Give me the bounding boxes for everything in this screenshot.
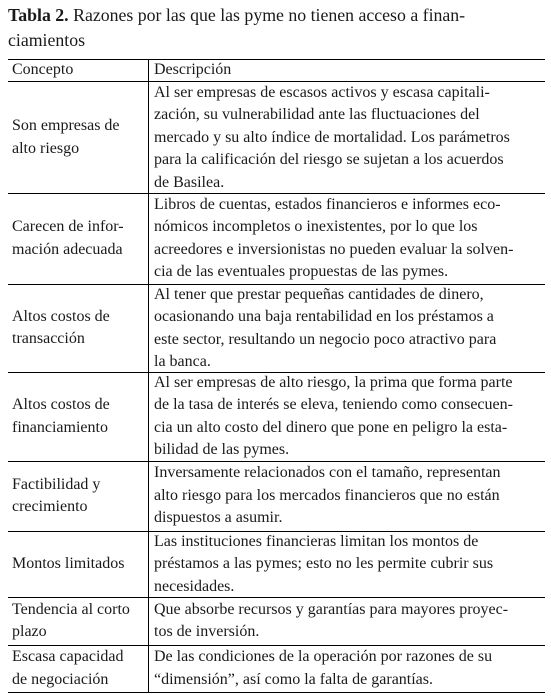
table-title-label: Tabla 2.	[8, 5, 69, 25]
descripcion-line: bilidad de las pymes.	[154, 441, 290, 459]
descripcion-line: la banca.	[154, 353, 211, 371]
row-rule	[8, 692, 545, 693]
concepto-line: Altos costos de	[12, 396, 110, 414]
row-concepto	[12, 599, 146, 644]
row-descripcion	[154, 284, 542, 374]
concepto-line: Factibilidad y	[12, 475, 101, 493]
descripcion-line: nómicos incompletos o inexistentes, por lo que los	[154, 218, 478, 236]
row-descripcion	[154, 82, 542, 194]
row-concepto	[12, 394, 146, 439]
concepto-line: transacción	[12, 330, 85, 347]
row-descripcion	[154, 194, 542, 284]
descripcion-line: zación, su vulnerabilidad ante las fluctuaciones del	[154, 106, 480, 124]
concepto-line: Escasa capacidad	[12, 648, 124, 666]
descripcion-line: necesidades.	[154, 577, 235, 595]
descripcion-line: mercado y su alto índice de mortalidad. Los parámetros	[154, 128, 510, 146]
descripcion-line: De las condiciones de la operación por razones de su	[154, 648, 493, 666]
concepto-line: de negociación	[12, 670, 109, 688]
descripcion-line: cia de las eventuales propuestas de las pymes.	[154, 262, 449, 280]
concepto-line: mación adecuada	[12, 240, 123, 258]
concepto-line: Son empresas de	[12, 117, 120, 135]
row-concepto	[12, 474, 146, 519]
descripcion-line: ocasionando una baja rentabilidad en los préstamos a	[154, 308, 494, 326]
descripcion-line: préstamos a las pymes; esto no les permite cubrir sus	[154, 555, 494, 573]
row-concepto	[12, 553, 146, 575]
descripcion-line: de Basilea.	[154, 173, 225, 191]
concepto-line: Carecen de infor-	[12, 218, 124, 236]
concepto-line: Altos costos de	[12, 307, 110, 325]
header-descripcion: Descripción	[154, 61, 232, 78]
descripcion-line: este sector, resultando un negocio poco atractivo para	[154, 330, 497, 348]
row-concepto	[12, 306, 146, 351]
row-descripcion	[154, 599, 542, 644]
descripcion-line: Al ser empresas de alto riesgo, la prima que forma parte	[154, 374, 513, 391]
row-concepto	[12, 646, 146, 691]
descripcion-line: Al tener que prestar pequeñas cantidades de dinero,	[154, 286, 484, 303]
concepto-line: financiamiento	[12, 418, 108, 436]
descripcion-line: Al ser empresas de escasos activos y escasa capitali-	[154, 84, 490, 101]
descripcion-line: alto riesgo para los mercados financieros que no están	[154, 486, 500, 504]
table-title	[8, 3, 548, 53]
descripcion-line: para la calificación del riesgo se sujetan a los acuerdos	[154, 151, 504, 169]
descripcion-line: tos de inversión.	[154, 623, 260, 640]
descripcion-line: Libros de cuentas, estados financieros e informes eco-	[154, 195, 501, 213]
row-concepto	[12, 115, 146, 160]
descripcion-line: de la tasa de interés se eleva, teniendo como consecuen-	[154, 396, 513, 414]
row-descripcion	[154, 646, 542, 691]
concepto-line: Montos limitados	[12, 554, 125, 572]
table-title-text: Razones por las que las pyme no tienen acceso a finan-	[73, 5, 466, 25]
descripcion-line: cia un alto costo del dinero que pone en peligro la esta-	[154, 418, 508, 436]
row-descripcion	[154, 372, 542, 462]
concepto-line: plazo	[12, 623, 47, 640]
header-concepto: Concepto	[12, 61, 74, 78]
row-concepto	[12, 216, 146, 261]
descripcion-line: Que absorbe recursos y garantías para mayores proyec-	[154, 600, 509, 618]
row-descripcion	[154, 462, 542, 529]
table-title-text-cont: ciamientos	[8, 30, 86, 50]
descripcion-line: Inversamente relacionados con el tamaño, representan	[154, 464, 501, 482]
concepto-line: Tendencia al corto	[12, 600, 130, 618]
concepto-line: crecimiento	[12, 498, 88, 515]
descripcion-line: acreedores e inversionistas no pueden evaluar la solven-	[154, 240, 514, 258]
concepto-line: alto riesgo	[12, 139, 80, 157]
descripcion-line: Las instituciones financieras limitan los montos de	[154, 533, 479, 550]
descripcion-line: “dimensión”, así como la falta de garantías.	[154, 670, 434, 688]
descripcion-line: dispuestos a asumir.	[154, 509, 283, 527]
row-descripcion	[154, 531, 542, 598]
